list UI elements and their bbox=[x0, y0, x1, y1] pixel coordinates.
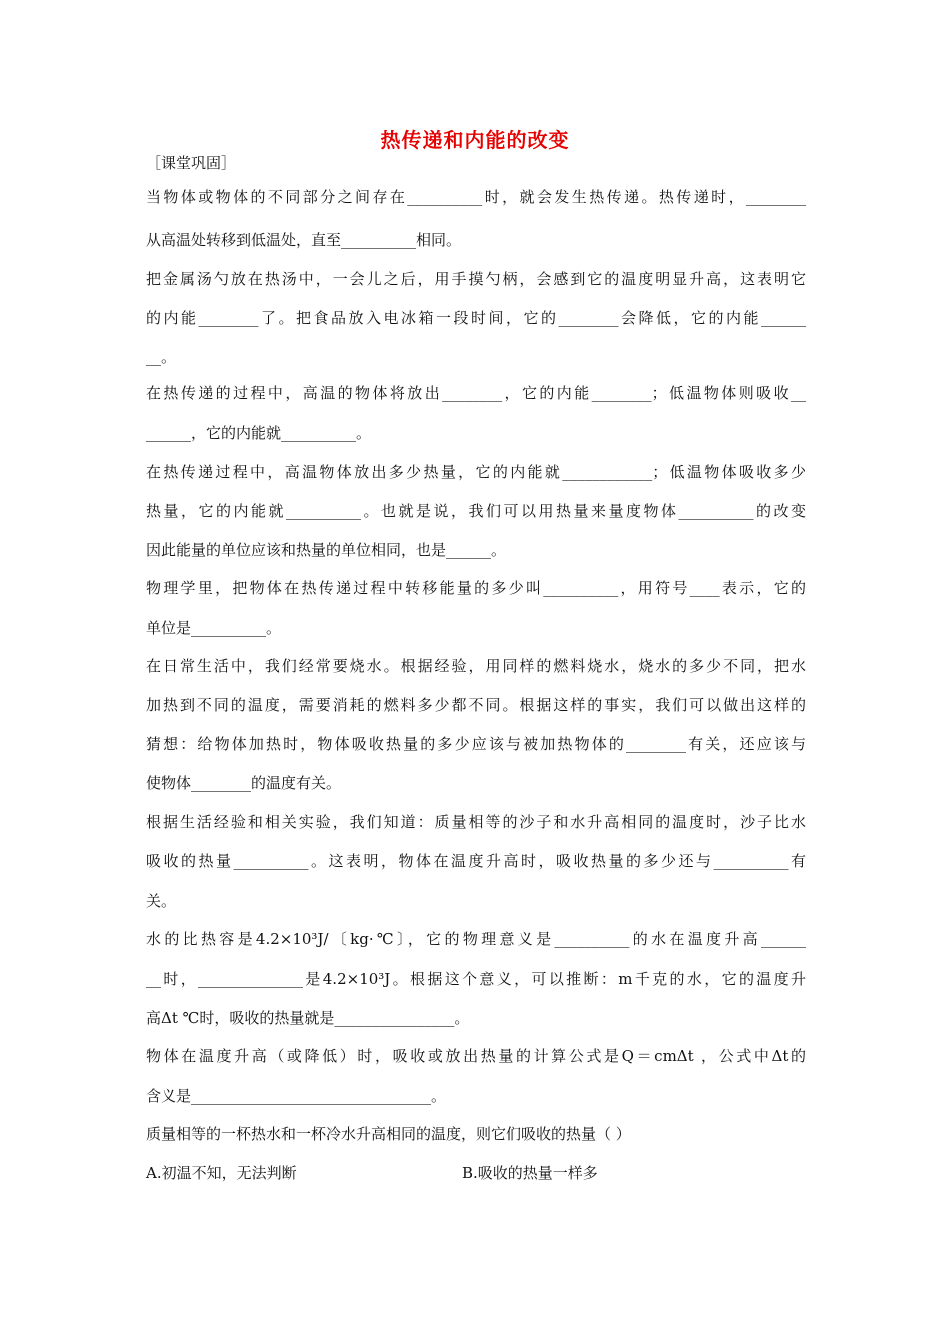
text-line: 高Δt ℃时，吸收的热量就是________________。 bbox=[146, 1009, 470, 1027]
text-line: 单位是__________。 bbox=[146, 619, 282, 637]
text-line: 加热到不同的温度，需要消耗的燃料多少都不同。根据这样的事实，我们可以做出这样的 bbox=[146, 696, 806, 714]
text-line: 含义是________________________________。 bbox=[146, 1087, 447, 1105]
text-line: 因此能量的单位应该和热量的单位相同，也是______。 bbox=[146, 541, 507, 559]
text-line: ______，它的内能就__________。 bbox=[146, 424, 372, 442]
text-line: 当物体或物体的不同部分之间存在__________时，就会发生热传递。热传递时，________ bbox=[146, 188, 806, 206]
text-line: 水的比热容是4.2×10³J/〔kg·℃〕，它的物理意义是__________的水在温度升高______ bbox=[146, 930, 806, 948]
option-b: B.吸收的热量一样多 bbox=[462, 1164, 598, 1182]
section-label: ［课堂巩固］ bbox=[146, 154, 237, 172]
text-line: 关。 bbox=[146, 892, 177, 910]
text-line: 在热传递过程中，高温物体放出多少热量，它的内能就____________；低温物体吸收多少 bbox=[146, 463, 806, 481]
option-a: A.初温不知，无法判断 bbox=[146, 1164, 297, 1182]
text-line: 使物体________的温度有关。 bbox=[146, 774, 342, 792]
text-line: 物理学里，把物体在热传递过程中转移能量的多少叫__________，用符号____表示，它的 bbox=[146, 579, 806, 597]
text-line: __。 bbox=[146, 348, 177, 366]
text-line: 的内能________了。把食品放入电冰箱一段时间，它的________会降低，它的内能______ bbox=[146, 309, 806, 327]
text-line: 在日常生活中，我们经常要烧水。根据经验，用同样的燃料烧水，烧水的多少不同，把水 bbox=[146, 657, 806, 675]
text-line: 把金属汤勺放在热汤中，一会儿之后，用手摸勺柄，会感到它的温度明显升高，这表明它 bbox=[146, 270, 806, 288]
text-line: 吸收的热量__________。这表明，物体在温度升高时，吸收热量的多少还与__________有 bbox=[146, 852, 806, 870]
text-line: 猜想：给物体加热时，物体吸收热量的多少应该与被加热物体的________有关，还应该与 bbox=[146, 735, 806, 753]
question-line: 质量相等的一杯热水和一杯冷水升高相同的温度，则它们吸收的热量（ ） bbox=[146, 1125, 631, 1143]
text-line: 在热传递的过程中，高温的物体将放出________，它的内能________；低温物体则吸收__ bbox=[146, 384, 806, 402]
text-line: 从高温处转移到低温处，直至__________相同。 bbox=[146, 231, 462, 249]
text-line: __时，______________是4.2×10³J。根据这个意义，可以推断：m千克的水，它的温度升 bbox=[146, 970, 806, 988]
text-line: 物体在温度升高（或降低）时，吸收或放出热量的计算公式是Q＝cmΔt ，公式中Δt的 bbox=[146, 1047, 806, 1065]
text-line: 根据生活经验和相关实验，我们知道：质量相等的沙子和水升高相同的温度时，沙子比水 bbox=[146, 813, 806, 831]
document-title: 热传递和内能的改变 bbox=[380, 128, 570, 152]
text-line: 热量，它的内能就__________。也就是说，我们可以用热量来量度物体__________的改变 bbox=[146, 502, 806, 520]
